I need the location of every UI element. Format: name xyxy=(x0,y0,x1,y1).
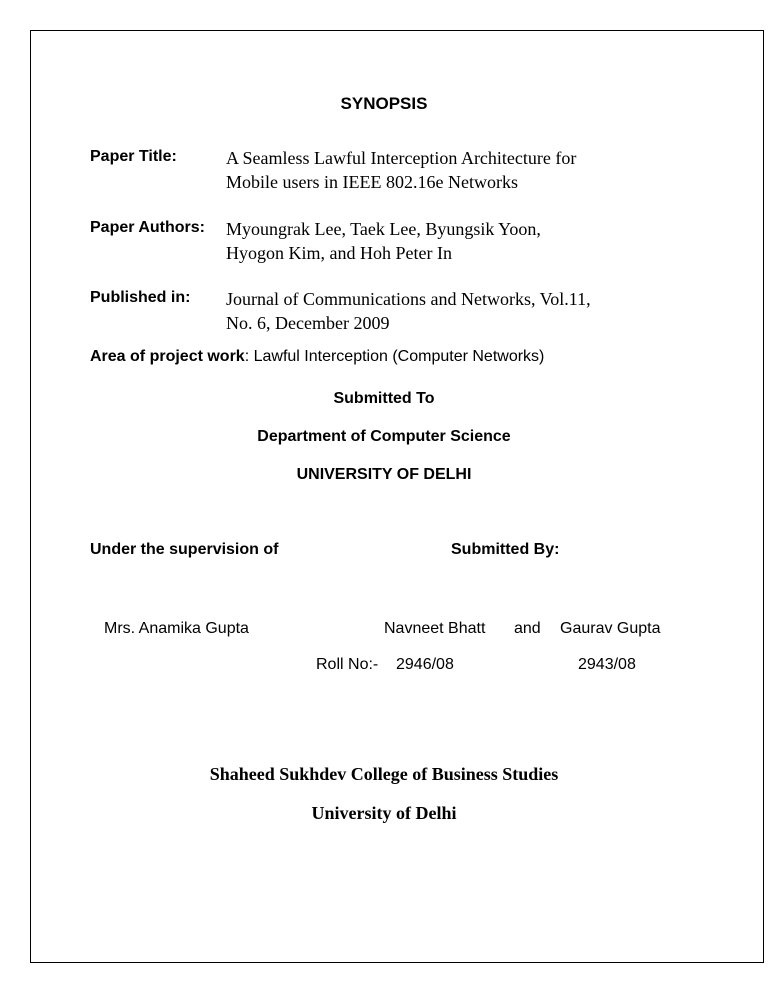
roll-label: Roll No:- xyxy=(316,656,379,673)
and-word: and xyxy=(514,620,541,637)
published-in-label: Published in: xyxy=(90,289,191,306)
area-value: : Lawful Interception (Computer Networks) xyxy=(244,348,545,365)
area-of-work xyxy=(90,348,544,366)
paper-title-line2: Mobile users in IEEE 802.16e Networks xyxy=(226,172,518,192)
supervisor-name: Mrs. Anamika Gupta xyxy=(104,620,249,637)
university-heading: UNIVERSITY OF DELHI xyxy=(296,466,472,483)
document-title: SYNOPSIS xyxy=(340,94,428,113)
paper-authors-label: Paper Authors: xyxy=(90,219,205,236)
roll1: 2946/08 xyxy=(396,656,454,673)
paper-authors-line1: Myoungrak Lee, Taek Lee, Byungsik Yoon, xyxy=(226,219,541,239)
paper-authors-line2: Hyogon Kim, and Hoh Peter In xyxy=(226,243,452,263)
college-university: University of Delhi xyxy=(311,803,457,823)
roll2: 2943/08 xyxy=(578,656,636,673)
submitted-to: Submitted To xyxy=(333,390,435,407)
published-in-line1: Journal of Communications and Networks, Vol.11, xyxy=(226,289,591,309)
supervision-label: Under the supervision of xyxy=(90,541,279,558)
area-label: Area of project work xyxy=(90,348,245,365)
college-name: Shaheed Sukhdev College of Business Studies xyxy=(209,764,559,784)
paper-title-label: Paper Title: xyxy=(90,148,177,165)
department: Department of Computer Science xyxy=(257,428,511,445)
paper-title-line1: A Seamless Lawful Interception Architecture for xyxy=(226,148,577,168)
student2-name: Gaurav Gupta xyxy=(560,620,661,637)
student1-name: Navneet Bhatt xyxy=(384,620,486,637)
published-in-line2: No. 6, December 2009 xyxy=(226,313,390,333)
submitted-by-label: Submitted By: xyxy=(451,541,560,558)
